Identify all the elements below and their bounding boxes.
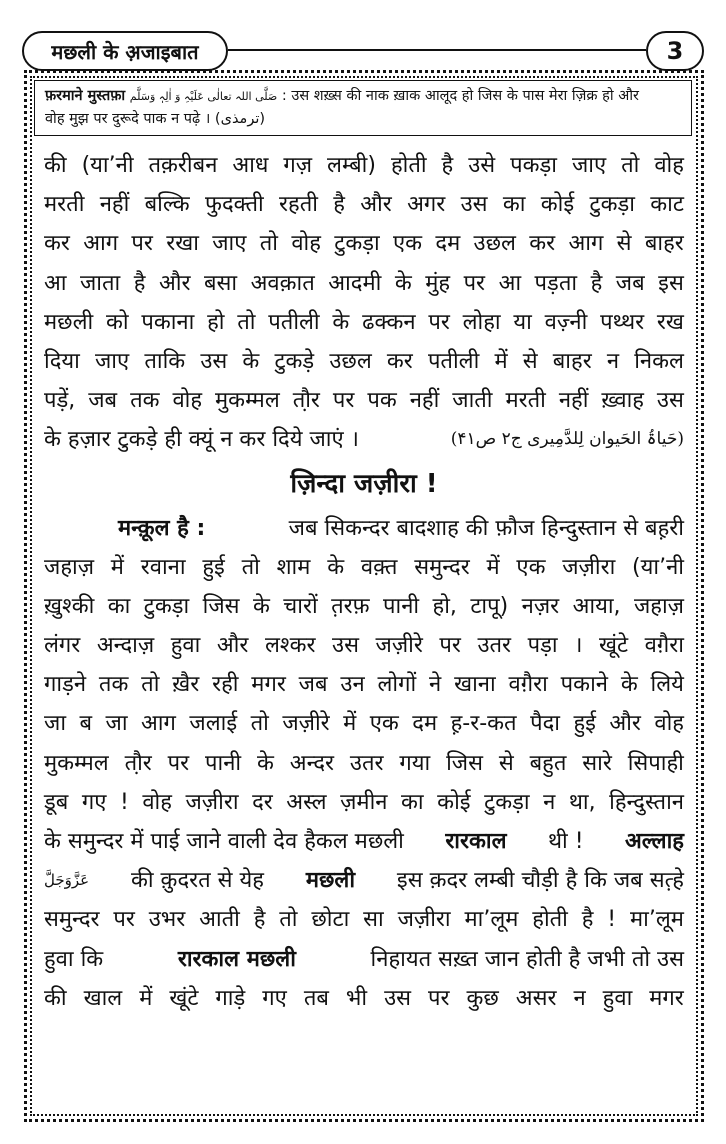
text-line: की (या’नी तक़रीबन आध गज़ लम्बी) होती है उसे पकड़ा जाए तो वोह xyxy=(44,153,684,178)
allah-bold: अल्लाह xyxy=(624,829,684,854)
paragraph-part1 xyxy=(44,146,684,420)
text-line: गाड़ने तक तो ख़ैर रही मगर जब उन लोगों ने खाना वग़ैरा पकाने के लिये xyxy=(44,672,684,698)
text-line: जा ब जा आग जलाई तो जज़ीरे में एक दम ह़-र-कत पैदा हुई और वोह xyxy=(44,711,684,737)
text-line: मुकम्मल तौ़र पर पानी के अन्दर उतर गया जिस से बहुत सारे सिपाही xyxy=(44,750,684,776)
text-segment: के समुन्दर में पाई जाने वाली देव हैकल मछली xyxy=(44,829,404,854)
page-number: 3 xyxy=(646,31,704,71)
hadith-line-1 xyxy=(45,85,681,108)
text-line-bold xyxy=(44,940,684,979)
text-line-rarkal xyxy=(44,822,684,861)
text-line: डूब गए ! वोह जज़ीरा दर अस्ल ज़मीन का कोई टुकड़ा न था, हिन्दुस्तान xyxy=(44,789,684,815)
text-line: जहाज़ में रवाना हुई तो शाम के वक़्त समुन्दर में एक जज़ीरा (या’नी xyxy=(44,554,684,580)
text-segment: हुवा कि xyxy=(44,946,104,972)
book-title: मछली के अ़जाइबात xyxy=(22,31,228,71)
text-line: दिया जाए ताकि उस के टुकड़े उछल कर पतीली में से बाहर न निकल xyxy=(44,348,684,374)
text-line: कर आग पर रखा जाए तो वोह टुकड़ा एक दम उछल कर आग से बाहर xyxy=(44,231,684,257)
text-line: जब सिकन्दर बादशाह की फ़ौज हिन्दुस्तान से बह़री xyxy=(288,515,684,541)
text-segment: इस क़दर लम्बी चौड़ी है कि जब सत़्हे xyxy=(396,868,684,894)
salutation: صَلَّی اللہ تعالٰی عَلَیْہِ وَ اٰلِہٖ وَسَلَّم xyxy=(129,90,278,103)
text-line: के हज़ार टुकड़े ही क्यूं न कर दिये जाएं । xyxy=(44,427,359,453)
rarkal-machhli-bold: रारकाल मछली xyxy=(177,946,296,972)
machhli-bold: मछली xyxy=(305,868,356,894)
text-line: मरती नहीं बल्कि फुदक्ती रहती है और अगर उस का कोई टुकड़ा काट xyxy=(44,192,684,218)
hadith-label: फ़रमाने मुस्तफ़ा xyxy=(45,88,126,104)
hadith-text-1: : उस शख़्स की नाक ख़ाक आलूद हो जिस के पास मेरा ज़िक्र हो और xyxy=(281,88,639,104)
text-segment: की क़ुदरत से येह xyxy=(130,868,264,894)
header-rule xyxy=(228,49,646,51)
text-segment: थी ! xyxy=(547,829,584,854)
text-line-allah xyxy=(44,861,684,900)
text-line: लंगर अन्दाज़ हुवा और लश्कर उस जज़ीरे पर उतर पड़ा । खूंटे वग़ैरा xyxy=(44,633,684,659)
page-content xyxy=(44,146,684,1018)
rarkal-bold: रारकाल xyxy=(445,829,507,854)
hadith-box xyxy=(34,80,692,136)
text-line: समुन्दर पर उभर आती है तो छोटा सा जज़ीरा मा’लूम होती है ! मा’लूम xyxy=(44,907,684,933)
lead-label: मन्क़ूल है : xyxy=(118,515,206,541)
text-line: पड़ें, जब तक वोह मुकम्मल तौ़र पर पक नहीं जाती मरती नहीं ख़्वाह उस xyxy=(44,388,684,414)
text-segment: निहायत सख़्त जान होती है जभी तो उस xyxy=(370,946,684,972)
text-line-lead xyxy=(44,509,684,548)
azza-wa-jal: عَزَّوَجَلَّ xyxy=(44,871,90,890)
text-line: आ जाता है और बसा अवक़ात आदमी के मुंह पर आ पड़ता है जब इस xyxy=(44,270,684,296)
citation: (حَیاۃُ الحَیوان لِلدَّمِیری ج۲ ص۴۱) xyxy=(450,429,684,450)
section-heading: ज़िन्दा जज़ीरा ! xyxy=(290,468,438,499)
text-line-with-citation xyxy=(44,420,684,459)
hadith-line-2: वोह मुझ पर दुरूदे पाक न पढ़े । (ترمذی) xyxy=(45,111,266,127)
paragraph-part2 xyxy=(44,548,684,822)
text-line-last: की खाल में खूंटे गाड़े गए तब भी उस पर कुछ असर न हुवा मगर xyxy=(44,985,684,1011)
text-line: ख़ुश्की का टुकड़ा जिस के चारों त़रफ़ पानी हो, टापू) नज़र आया, जहाज़ xyxy=(44,593,684,619)
paragraph-part3 xyxy=(44,900,684,939)
text-line: मछली को पकाना हो तो पतीली के ढक्कन पर लोहा या वज़्नी पथ्थर रख xyxy=(44,309,684,335)
